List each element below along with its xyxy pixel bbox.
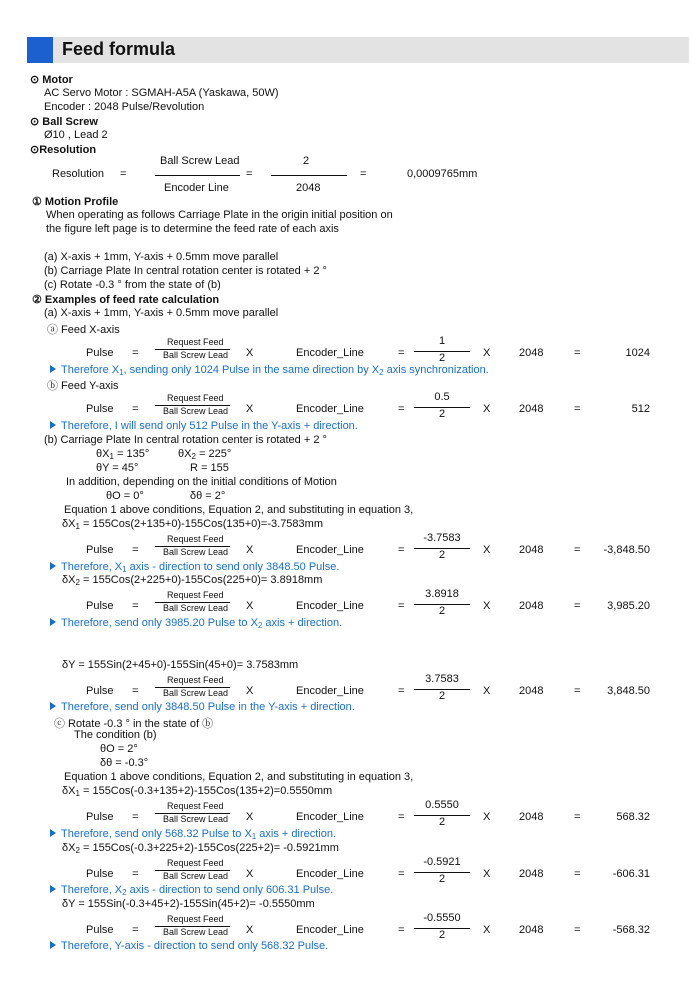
- equals-sign: =: [574, 544, 581, 556]
- request-feed-label: Request Feed: [167, 534, 224, 544]
- triangle-icon: [50, 702, 56, 710]
- examples-a: (a) X-axis + 1mm, Y-axis + 0.5mm move parallel: [44, 307, 279, 319]
- multiply-sign: X: [483, 544, 491, 556]
- value-fraction-rule: [414, 604, 470, 605]
- encoder-line-label: Encoder_Line: [296, 347, 364, 359]
- request-feed-label: Request Feed: [167, 858, 224, 868]
- equals-sign: =: [132, 544, 139, 556]
- equals-sign: =: [574, 403, 581, 415]
- motion-profile-p2: the figure left page is to determine the feed rate of each axis: [46, 223, 339, 235]
- encoder-line-label: Encoder_Line: [296, 544, 364, 556]
- encoder-line-label: Encoder_Line: [296, 403, 364, 415]
- equals-sign: =: [132, 600, 139, 612]
- row-denominator: 2: [438, 605, 446, 617]
- pulse-label: Pulse: [86, 811, 114, 823]
- row-numerator: -0.5550: [423, 912, 461, 924]
- triangle-icon: [50, 829, 56, 837]
- resolution-num-label: Ball Screw Lead: [160, 155, 240, 167]
- encoder-value: 2048: [519, 600, 544, 612]
- motor-line-2: Encoder : 2048 Pulse/Revolution: [44, 101, 205, 113]
- request-feed-fraction-rule: [155, 926, 230, 927]
- value-fraction-rule: [414, 548, 470, 549]
- multiply-sign: X: [483, 868, 491, 880]
- resolution-eq-3: =: [360, 168, 367, 180]
- motor-line-1: AC Servo Motor : SGMAH-A5A (Yaskawa, 50W): [44, 87, 279, 99]
- note-1: Therefore $X_1$, sending only 1024 Pulse in the same direction by $X_2$ axis synchronization.: [50, 364, 489, 377]
- feed-y-heading: ⓑ Feed Y-axis: [47, 380, 119, 392]
- encoder-value: 2048: [519, 544, 544, 556]
- equals-sign: =: [574, 600, 581, 612]
- pulse-label: Pulse: [86, 403, 114, 415]
- row-denominator: 2: [438, 549, 446, 561]
- equals-sign: =: [574, 685, 581, 697]
- pulse-label: Pulse: [86, 868, 114, 880]
- request-feed-label: Request Feed: [167, 914, 224, 924]
- multiply-sign: X: [246, 347, 254, 359]
- dx2-b: $\delta X_2 = 155Cos(2+225+0)-155Cos(225+0)= 3.8918mm$: [62, 574, 323, 587]
- theta-y: θY = 45°: [96, 462, 139, 474]
- equals-sign: =: [574, 347, 581, 359]
- value-fraction-rule: [414, 872, 470, 873]
- encoder-value: 2048: [519, 868, 544, 880]
- motion-profile-heading: ① Motion Profile: [32, 196, 119, 208]
- encoder-value: 2048: [519, 347, 544, 359]
- ball-screw-lead-label: Ball Screw Lead: [163, 927, 229, 937]
- examples-b: (b) Carriage Plate In central rotation center is rotated + 2 °: [44, 434, 327, 446]
- equals-sign: =: [132, 347, 139, 359]
- pulse-label: Pulse: [86, 544, 114, 556]
- equals-sign: =: [132, 868, 139, 880]
- ball-screw-lead-label: Ball Screw Lead: [163, 871, 229, 881]
- row-result: -568.32: [612, 924, 650, 936]
- equals-sign: =: [398, 924, 405, 936]
- equals-sign: =: [574, 811, 581, 823]
- triangle-icon: [50, 885, 56, 893]
- equals-sign: =: [574, 924, 581, 936]
- row-result: 3,985.20: [607, 600, 650, 612]
- ball-screw-lead-label: Ball Screw Lead: [163, 814, 229, 824]
- motion-profile-p1: When operating as follows Carriage Plate in the origin initial position on: [46, 209, 393, 221]
- value-fraction-rule: [414, 407, 470, 408]
- multiply-sign: X: [483, 403, 491, 415]
- encoder-line-label: Encoder_Line: [296, 685, 364, 697]
- equals-sign: =: [132, 811, 139, 823]
- equals-sign: =: [132, 924, 139, 936]
- request-feed-label: Request Feed: [167, 393, 224, 403]
- equals-sign: =: [132, 403, 139, 415]
- ball-screw-heading: ⊙ Ball Screw: [30, 116, 98, 128]
- encoder-line-label: Encoder_Line: [296, 811, 364, 823]
- request-feed-fraction-rule: [155, 870, 230, 871]
- pulse-label: Pulse: [86, 347, 114, 359]
- resolution-eq-2: =: [246, 168, 253, 180]
- dx2-c: $\delta X_2 = 155Cos(-0.3+225+2)-155Cos(225+2)= -0.5921mm$: [62, 842, 339, 855]
- request-feed-label: Request Feed: [167, 590, 224, 600]
- header-accent-square: [27, 37, 53, 63]
- ball-screw-lead-label: Ball Screw Lead: [163, 350, 229, 360]
- request-feed-fraction-rule: [155, 687, 230, 688]
- c-delta-theta: δθ = -0.3°: [100, 757, 149, 769]
- resolution-result: 0,0009765mm: [407, 168, 478, 180]
- pulse-label: Pulse: [86, 600, 114, 612]
- row-numerator: 0.5550: [425, 799, 459, 811]
- equals-sign: =: [398, 600, 405, 612]
- encoder-line-label: Encoder_Line: [296, 600, 364, 612]
- note-3: Therefore, $X_1$ axis - direction to send only 3848.50 Pulse.: [50, 561, 339, 574]
- examples-heading: ② Examples of feed rate calculation: [32, 294, 220, 306]
- motion-profile-a: (a) X-axis + 1mm, Y-axis + 0.5mm move parallel: [44, 251, 279, 263]
- multiply-sign: X: [246, 811, 254, 823]
- resolution-num-value: 2: [303, 155, 310, 167]
- motor-heading: ⊙ Motor: [30, 74, 73, 86]
- resolution-den-label: Encoder Line: [164, 182, 229, 194]
- encoder-line-label: Encoder_Line: [296, 924, 364, 936]
- row-denominator: 2: [438, 352, 446, 364]
- resolution-den-value: 2048: [296, 182, 321, 194]
- value-fraction-rule: [414, 689, 470, 690]
- delta-theta: δθ = 2°: [190, 490, 226, 502]
- resolution-eq-1: =: [120, 168, 127, 180]
- condition-b: The condition (b): [74, 729, 157, 741]
- row-result: 512: [631, 403, 650, 415]
- request-feed-label: Request Feed: [167, 675, 224, 685]
- request-feed-fraction-rule: [155, 602, 230, 603]
- multiply-sign: X: [483, 924, 491, 936]
- theta-x2: $\theta X_2 = 225^\circ$: [178, 448, 232, 461]
- row-numerator: 1: [438, 335, 446, 347]
- note-7: Therefore, $X_2$ axis - direction to send only 606.31 Pulse.: [50, 884, 333, 897]
- equals-sign: =: [132, 685, 139, 697]
- note-4: Therefore, send only 3985.20 Pulse to $X_2$ axis + direction.: [50, 617, 342, 630]
- equals-sign: =: [574, 868, 581, 880]
- motion-profile-c: (c) Rotate -0.3 ° from the state of (b): [44, 279, 221, 291]
- row-denominator: 2: [438, 816, 446, 828]
- row-result: -3,848.50: [603, 544, 650, 556]
- encoder-value: 2048: [519, 403, 544, 415]
- row-denominator: 2: [438, 873, 446, 885]
- multiply-sign: X: [246, 924, 254, 936]
- motion-profile-b: (b) Carriage Plate In central rotation center is rotated + 2 °: [44, 265, 327, 277]
- equation-note-1: Equation 1 above conditions, Equation 2, and substituting in equation 3,: [64, 504, 414, 516]
- row-numerator: -0.5921: [423, 856, 461, 868]
- equals-sign: =: [398, 544, 405, 556]
- request-feed-label: Request Feed: [167, 337, 224, 347]
- ball-screw-lead-label: Ball Screw Lead: [163, 406, 229, 416]
- conditions-intro: In addition, depending on the initial conditions of Motion: [66, 476, 337, 488]
- triangle-icon: [50, 941, 56, 949]
- row-denominator: 2: [438, 929, 446, 941]
- request-feed-fraction-rule: [155, 546, 230, 547]
- ball-screw-lead-label: Ball Screw Lead: [163, 547, 229, 557]
- multiply-sign: X: [246, 868, 254, 880]
- section-header: [27, 37, 689, 63]
- encoder-value: 2048: [519, 685, 544, 697]
- page-title: Feed formula: [62, 39, 176, 59]
- row-result: 1024: [625, 347, 650, 359]
- ball-screw-lead-label: Ball Screw Lead: [163, 603, 229, 613]
- row-result: 3,848.50: [607, 685, 650, 697]
- value-fraction-rule: [414, 815, 470, 816]
- dx1-c: $\delta X_1 = 155Cos(-0.3+135+2)-155Cos(135+2)=0.5550mm$: [62, 785, 333, 798]
- note-6: Therefore, send only 568.32 Pulse to $X_1$ axis + direction.: [50, 828, 336, 841]
- pulse-label: Pulse: [86, 685, 114, 697]
- row-numerator: 3.7583: [425, 673, 459, 685]
- c-theta-o: θO = 2°: [100, 743, 138, 755]
- value-fraction-rule: [414, 928, 470, 929]
- ball-screw-line-1: Ø10 , Lead 2: [44, 129, 108, 141]
- multiply-sign: X: [246, 600, 254, 612]
- feed-x-heading: ⓐ Feed X-axis: [47, 324, 120, 336]
- encoder-line-label: Encoder_Line: [296, 868, 364, 880]
- multiply-sign: X: [246, 403, 254, 415]
- dy-c: δY = 155Sin(-0.3+45+2)-155Sin(45+2)= -0.5550mm: [62, 898, 315, 910]
- multiply-sign: X: [483, 685, 491, 697]
- equals-sign: =: [398, 685, 405, 697]
- request-feed-fraction-rule: [155, 813, 230, 814]
- row-numerator: 0.5: [434, 391, 450, 403]
- equals-sign: =: [398, 347, 405, 359]
- multiply-sign: X: [483, 600, 491, 612]
- row-result: -606.31: [612, 868, 650, 880]
- row-denominator: 2: [438, 408, 446, 420]
- row-numerator: 3.8918: [425, 588, 459, 600]
- encoder-value: 2048: [519, 924, 544, 936]
- resolution-rule-1: [155, 175, 240, 176]
- triangle-icon: [50, 562, 56, 570]
- triangle-icon: [50, 618, 56, 626]
- value-fraction-rule: [414, 351, 470, 352]
- note-2: Therefore, I will send only 512 Pulse in the Y-axis + direction.: [50, 420, 358, 432]
- multiply-sign: X: [483, 811, 491, 823]
- request-feed-fraction-rule: [155, 405, 230, 406]
- multiply-sign: X: [483, 347, 491, 359]
- dx1-b: $\delta X_1 = 155Cos(2+135+0)-155Cos(135+0)=-3.7583mm$: [62, 518, 323, 531]
- row-numerator: -3.7583: [423, 532, 461, 544]
- multiply-sign: X: [246, 685, 254, 697]
- dy-b: δY = 155Sin(2+45+0)-155Sin(45+0)= 3.7583mm: [62, 659, 299, 671]
- triangle-icon: [50, 365, 56, 373]
- resolution-label: Resolution: [52, 168, 104, 180]
- equals-sign: =: [398, 811, 405, 823]
- theta-o: θO = 0°: [106, 490, 144, 502]
- equals-sign: =: [398, 868, 405, 880]
- multiply-sign: X: [246, 544, 254, 556]
- row-result: 568.32: [616, 811, 650, 823]
- equation-note-2: Equation 1 above conditions, Equation 2, and substituting in equation 3,: [64, 771, 414, 783]
- note-5: Therefore, send only 3848.50 Pulse in the Y-axis + direction.: [50, 701, 355, 713]
- resolution-rule-2: [271, 175, 347, 176]
- ball-screw-lead-label: Ball Screw Lead: [163, 688, 229, 698]
- row-denominator: 2: [438, 690, 446, 702]
- radius-r: R = 155: [190, 462, 229, 474]
- resolution-heading: ⊙Resolution: [30, 144, 97, 156]
- encoder-value: 2048: [519, 811, 544, 823]
- c-heading: ⓒ Rotate -0.3 ° in the state of ⓑ: [54, 718, 214, 730]
- request-feed-label: Request Feed: [167, 801, 224, 811]
- equals-sign: =: [398, 403, 405, 415]
- request-feed-fraction-rule: [155, 349, 230, 350]
- note-8: Therefore, Y-axis - direction to send only 568.32 Pulse.: [50, 940, 328, 952]
- triangle-icon: [50, 421, 56, 429]
- pulse-label: Pulse: [86, 924, 114, 936]
- theta-x1: $\theta X_1 = 135^\circ$: [96, 448, 150, 461]
